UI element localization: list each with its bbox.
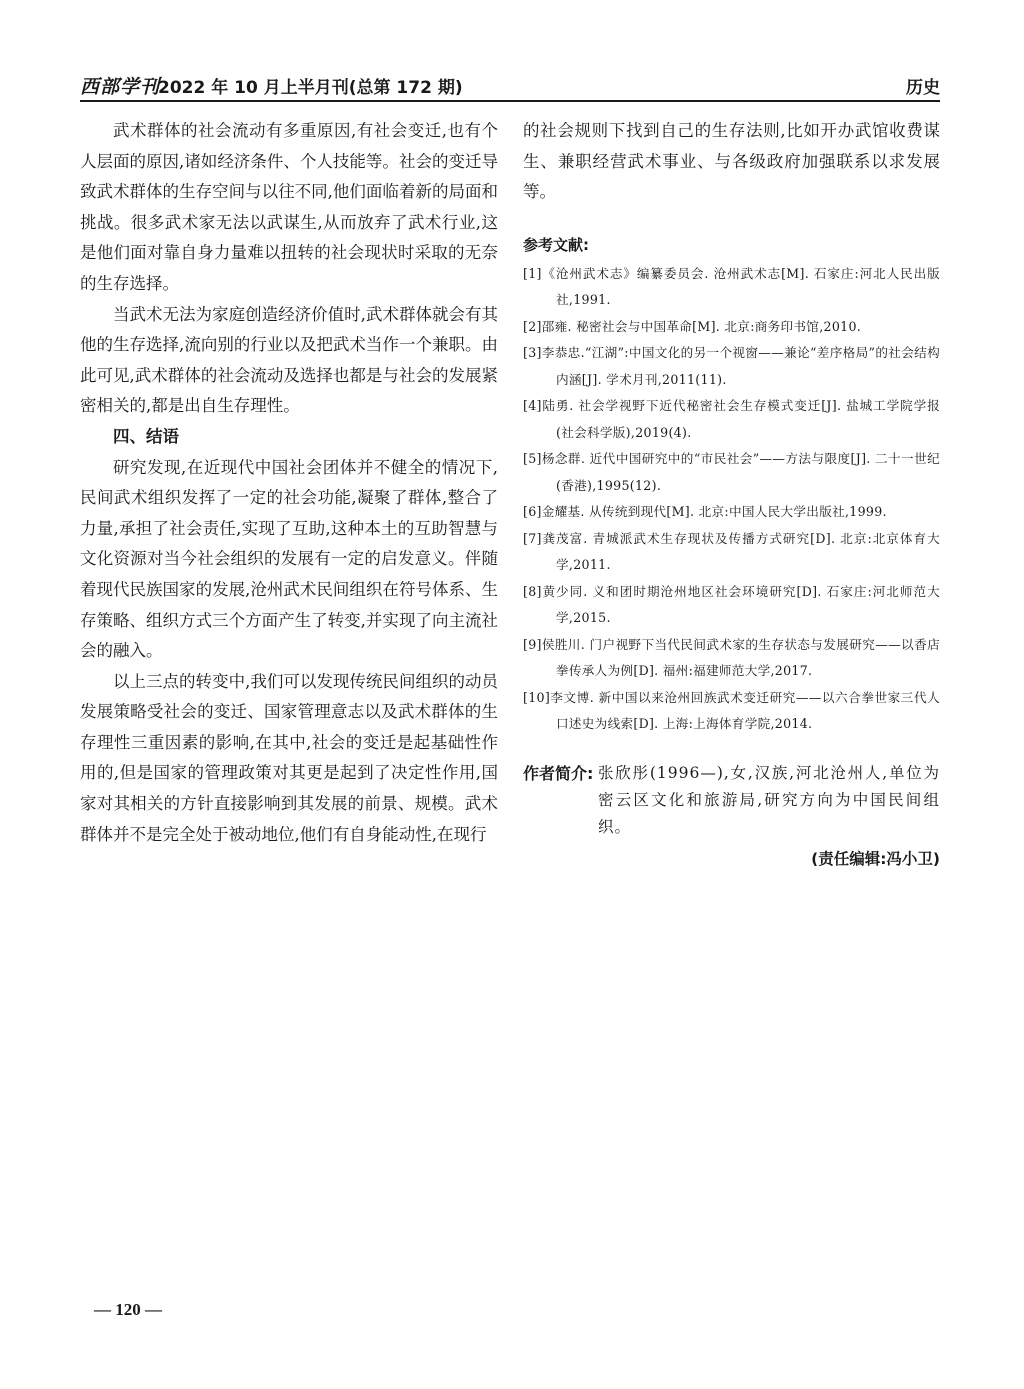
- reference-item: [9]侯胜川. 门户视野下当代民间武术家的生存状态与发展研究——以香店拳传承人为例[D]. 福州:福建师范大学,2017.: [523, 636, 940, 679]
- right-column: [523, 116, 940, 869]
- section-heading: 四、结语: [113, 426, 179, 446]
- page-number: — 120 —: [94, 1300, 162, 1319]
- journal-logo: 西部学刊: [80, 76, 161, 98]
- body-paragraph: 武术群体的社会流动有多重原因,有社会变迁,也有个人层面的原因,诸如经济条件、个人技能等。社会的变迁导致武术群体的生存空间与以往不同,他们面临着新的局面和挑战。很多武术家无法以武谋生,从而放弃了武术行业,这是他们面对靠自身力量难以扭转的社会现状时采取的无奈的生存选择。: [80, 121, 498, 293]
- page-header: [80, 70, 940, 100]
- issue-info: 2022 年 10 月上半月刊(总第 172 期): [158, 78, 463, 98]
- reference-item: [7]龚茂富. 青城派武术生存现状及传播方式研究[D]. 北京:北京体育大学,2011.: [523, 530, 940, 573]
- references-title: 参考文献:: [523, 235, 589, 254]
- author-bio: [523, 760, 940, 841]
- author-text: 张欣彤(1996—),女,汉族,河北沧州人,单位为密云区文化和旅游局,研究方向为中国民间组织。: [598, 763, 940, 836]
- conclusion-paragraph: 以上三点的转变中,我们可以发现传统民间组织的动员发展策略受社会的变迁、国家管理意志以及武术群体的生存理性三重因素的影响,在其中,社会的变迁是起基础性作用的,但是国家的管理政策对其更是起到了决定性作用,国家对其相关的方针直接影响到其发展的前景、规模。武术群体并不是完全处于被动地位,他们有自身能动性,在现行: [80, 671, 498, 844]
- reference-item: [2]邵雍. 秘密社会与中国革命[M]. 北京:商务印书馆,2010.: [523, 318, 862, 334]
- reference-item: [1]《沧州武术志》编纂委员会. 沧州武术志[M]. 石家庄:河北人民出版社,1991.: [523, 265, 940, 308]
- reference-item: [10]李文博. 新中国以来沧州回族武术变迁研究——以六合拳世家三代人口述史为线索[D]. 上海:上海体育学院,2014.: [523, 689, 940, 732]
- reference-item: [8]黄少同. 义和团时期沧州地区社会环境研究[D]. 石家庄:河北师范大学,2015.: [523, 583, 940, 626]
- reference-item: [4]陆勇. 社会学视野下近代秘密社会生存模式变迁[J]. 盐城工学院学报(社会科学版),2019(4).: [523, 398, 940, 440]
- reference-item: [5]杨念群. 近代中国研究中的“市民社会”——方法与限度[J]. 二十一世纪(香港),1995(12).: [523, 451, 940, 493]
- responsible-editor: (责任编辑:冯小卫): [811, 849, 940, 868]
- continuation-paragraph: 的社会规则下找到自己的生存法则,比如开办武馆收费谋生、兼职经营武术事业、与各级政府加强联系以求发展等。: [523, 121, 940, 202]
- reference-item: [3]李恭忠.“江湖”:中国文化的另一个视窗——兼论“差序格局”的社会结构内涵[J]. 学术月刊,2011(11).: [523, 345, 940, 387]
- left-column: [80, 116, 498, 850]
- reference-item: [6]金耀基. 从传统到现代[M]. 北京:中国人民大学出版社,1999.: [523, 504, 887, 520]
- section-label: 历史: [906, 78, 940, 98]
- author-label: 作者简介:: [523, 763, 594, 783]
- body-paragraph: 当武术无法为家庭创造经济价值时,武术群体就会有其他的生存选择,流向别的行业以及把武术当作一个兼职。由此可见,武术群体的社会流动及选择也都是与社会的发展紧密相关的,都是出自生存理性。: [80, 304, 498, 416]
- conclusion-paragraph: 研究发现,在近现代中国社会团体并不健全的情况下,民间武术组织发挥了一定的社会功能,凝聚了群体,整合了力量,承担了社会责任,实现了互助,这种本土的互助智慧与文化资源对当今社会组织的发展有一定的启发意义。伴随着现代民族国家的发展,沧州武术民间组织在符号体系、生存策略、组织方式三个方面产生了转变,并实现了向主流社会的融入。: [80, 457, 498, 661]
- header-rule: [80, 100, 940, 102]
- reference-list: [523, 261, 940, 738]
